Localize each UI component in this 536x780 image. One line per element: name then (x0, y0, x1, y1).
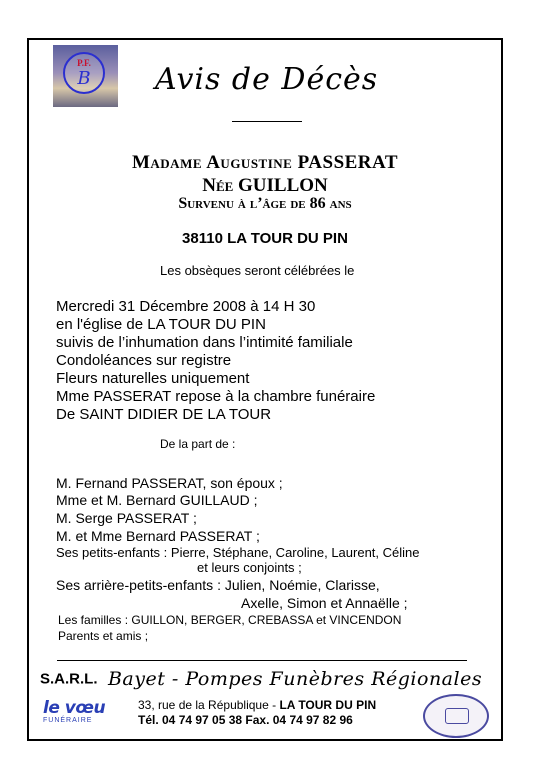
great-grandchildren-line-2: Axelle, Simon et Annaëlle ; (241, 595, 408, 611)
ceremony-rest-place: De SAINT DIDIER DE LA TOUR (56, 406, 272, 423)
deceased-name: Madame Augustine PASSERAT (131, 152, 399, 173)
pf-logo-letter: B (77, 68, 91, 89)
grandchildren-line: Ses petits-enfants : Pierre, Stéphane, Caroline, Laurent, Céline (56, 545, 420, 560)
address-city: LA TOUR DU PIN (279, 698, 377, 712)
grandchildren-line-2: et leurs conjoints ; (197, 560, 302, 575)
ceremony-details (56, 298, 375, 424)
company-address (138, 698, 376, 712)
address-street: 33, rue de la République - (138, 698, 280, 712)
company-legal-form: S.A.R.L. (40, 670, 98, 688)
ceremony-condolences: Condoléances sur registre (56, 352, 232, 369)
le-voeu-brand: le vœu (43, 698, 106, 718)
pf-logo-initials: P.F. (77, 58, 91, 68)
family-line: M. Fernand PASSERAT, son époux ; (56, 475, 283, 491)
company-name-line (40, 668, 482, 690)
company-phones: Tél. 04 74 97 05 38 Fax. 04 74 97 82 96 (138, 713, 353, 727)
pf-logo (53, 45, 118, 107)
great-grandchildren-line: Ses arrière-petits-enfants : Julien, Noémie, Clarisse, (56, 577, 380, 593)
family-line: M. Serge PASSERAT ; (56, 510, 197, 526)
family-line: M. et Mme Bernard PASSERAT ; (56, 528, 260, 544)
le-voeu-logo (43, 700, 118, 730)
approved-company-seal (423, 694, 489, 738)
de-la-part-heading: De la part de : (160, 437, 236, 451)
age-line: Survenu à l’âge de 86 ans (178, 195, 352, 212)
footer-divider (57, 660, 467, 661)
pf-logo-circle (63, 52, 105, 94)
ceremony-flowers: Fleurs naturelles uniquement (56, 370, 250, 387)
parents-friends-line: Parents et amis ; (58, 629, 149, 643)
ceremony-burial: suivis de l’inhumation dans l’intimité familiale (56, 334, 353, 351)
ceremony-church: en l'église de LA TOUR DU PIN (56, 316, 266, 333)
title-divider (232, 121, 302, 122)
ceremony-date: Mercredi 31 Décembre 2008 à 14 H 30 (56, 298, 316, 315)
obseques-intro: Les obsèques seront célébrées le (160, 263, 355, 278)
families-line: Les familles : GUILLON, BERGER, CREBASSA et VINCENDON (58, 613, 402, 627)
seal-emblem (445, 708, 469, 724)
le-voeu-sub: FUNÉRAIRE (43, 717, 93, 724)
city-line: 38110 LA TOUR DU PIN (182, 230, 348, 247)
family-line: Mme et M. Bernard GUILLAUD ; (56, 492, 258, 508)
page-title: Avis de Décès (155, 62, 379, 97)
birth-name: Née GUILLON (202, 175, 328, 196)
company-name: Bayet - Pompes Funèbres Régionales (107, 668, 483, 690)
ceremony-rest: Mme PASSERAT repose à la chambre funéraire (56, 388, 376, 405)
